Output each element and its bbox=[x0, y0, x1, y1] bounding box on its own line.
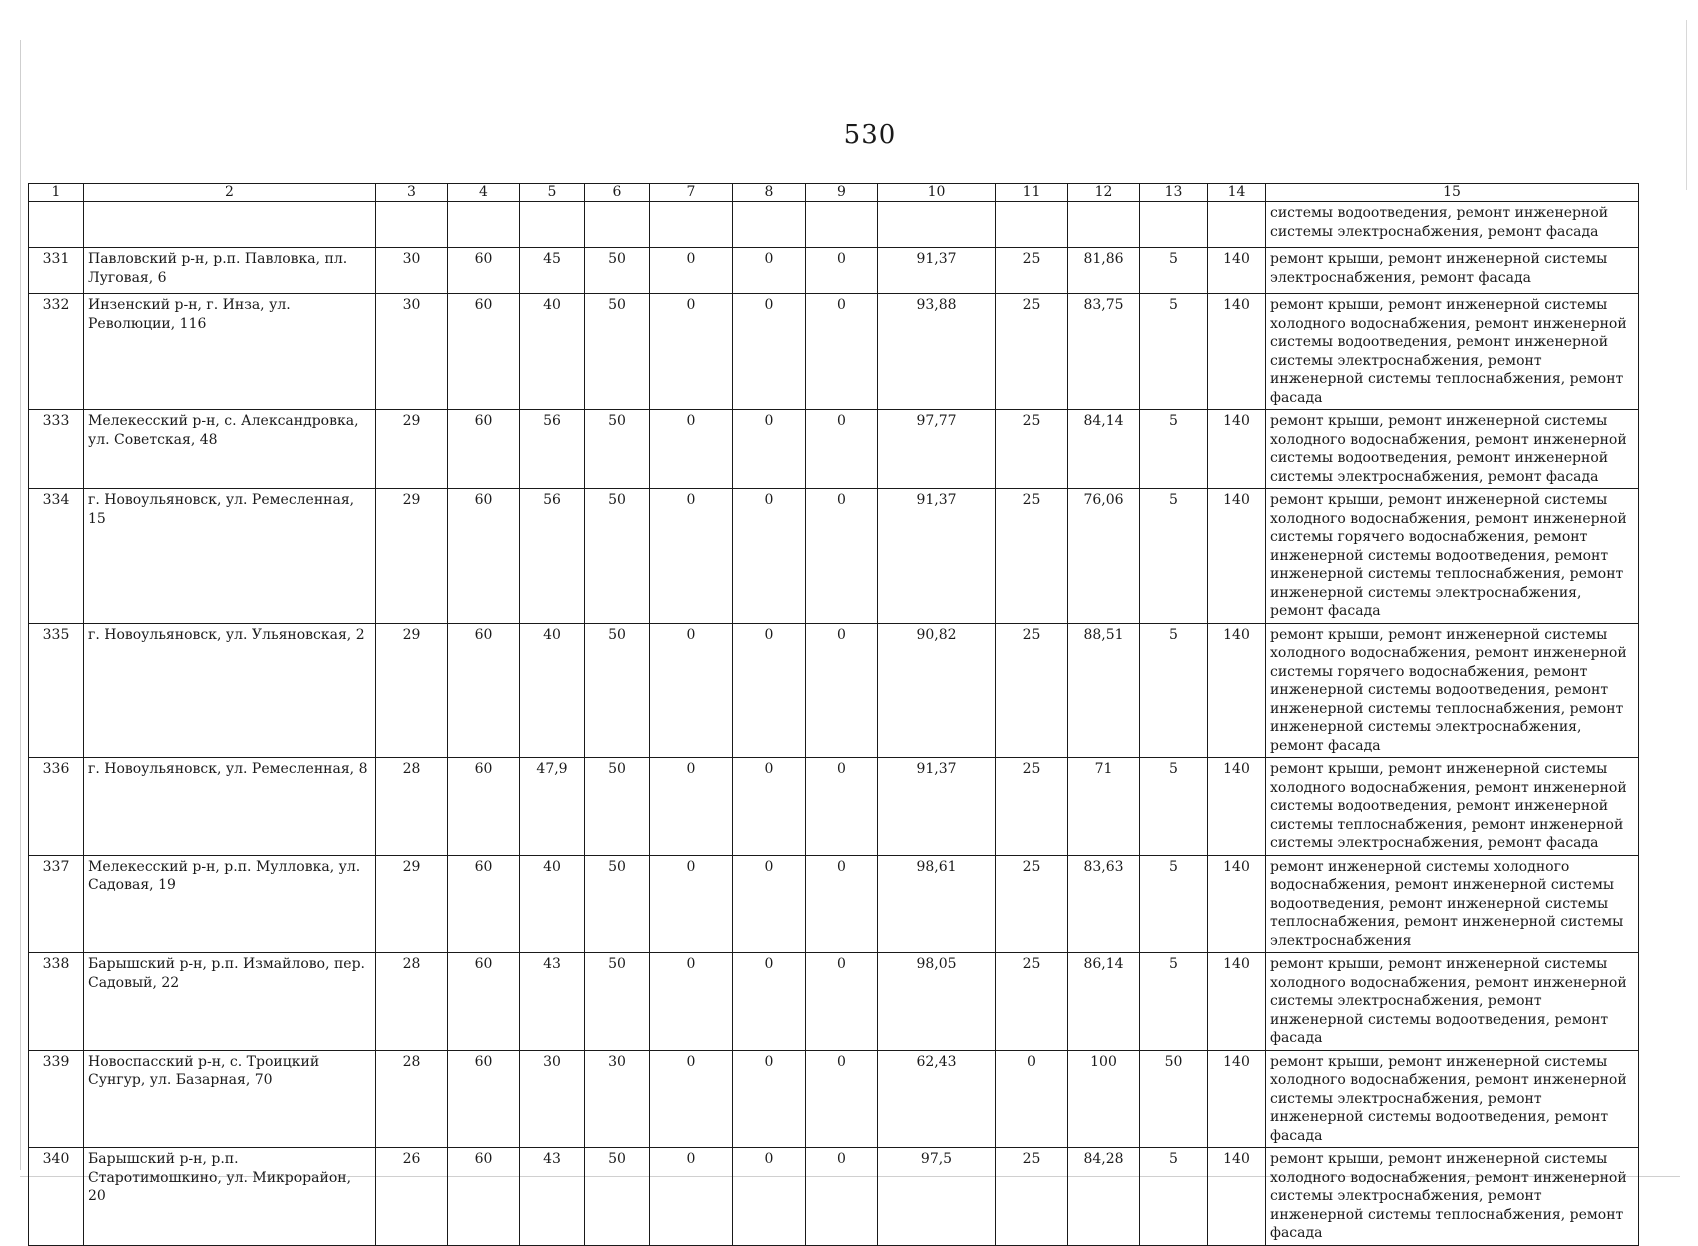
value-cell-c8: 0 bbox=[733, 623, 806, 758]
value-cell-c14: 140 bbox=[1208, 1148, 1266, 1246]
value-cell-c9: 0 bbox=[806, 758, 878, 856]
table-row bbox=[29, 1148, 1639, 1246]
address-cell: г. Новоульяновск, ул. Ульяновская, 2 bbox=[84, 623, 376, 758]
value-cell-c3: 28 bbox=[376, 1050, 448, 1148]
table-body bbox=[29, 248, 1639, 1246]
value-cell-c14: 140 bbox=[1208, 758, 1266, 856]
value-cell-c8: 0 bbox=[733, 855, 806, 953]
value-cell-c5: 56 bbox=[520, 489, 585, 624]
value-cell-c5: 43 bbox=[520, 1148, 585, 1246]
value-cell-c8: 0 bbox=[733, 248, 806, 294]
value-cell-c12: 84,28 bbox=[1068, 1148, 1140, 1246]
row-number: 334 bbox=[29, 489, 84, 624]
value-cell-c7: 0 bbox=[650, 489, 733, 624]
value-cell-c5: 43 bbox=[520, 953, 585, 1051]
value-cell-c9: 0 bbox=[806, 1148, 878, 1246]
value-cell-c11: 25 bbox=[996, 410, 1068, 489]
value-cell-c5: 47,9 bbox=[520, 758, 585, 856]
works-cell: ремонт крыши, ремонт инженерной системы холодного водоснабжения, ремонт инженерной системы электроснабжения, ремонт инженерной системы водоотведения, ремонт фасада bbox=[1266, 1050, 1639, 1148]
value-cell-c7: 0 bbox=[650, 1050, 733, 1148]
continuation-row bbox=[29, 202, 1639, 248]
table-row bbox=[29, 248, 1639, 294]
works-cell: ремонт крыши, ремонт инженерной системы холодного водоснабжения, ремонт инженерной системы водоотведения, ремонт инженерной системы электроснабжения, ремонт фасада bbox=[1266, 410, 1639, 489]
value-cell-c12: 100 bbox=[1068, 1050, 1140, 1148]
value-cell-c14: 140 bbox=[1208, 855, 1266, 953]
value-cell-c14: 140 bbox=[1208, 248, 1266, 294]
column-header: 7 bbox=[650, 184, 733, 202]
value-cell-c13: 5 bbox=[1140, 489, 1208, 624]
value-cell-c13: 5 bbox=[1140, 1148, 1208, 1246]
value-cell-c12: 84,14 bbox=[1068, 410, 1140, 489]
value-cell-c13: 5 bbox=[1140, 410, 1208, 489]
value-cell-c14: 140 bbox=[1208, 623, 1266, 758]
value-cell-c12: 83,75 bbox=[1068, 294, 1140, 410]
value-cell-c8: 0 bbox=[733, 294, 806, 410]
value-cell-c4: 60 bbox=[448, 489, 520, 624]
address-cell: Новоспасский р-н, с. Троицкий Сунгур, ул. Базарная, 70 bbox=[84, 1050, 376, 1148]
value-cell-c9: 0 bbox=[806, 489, 878, 624]
column-header: 3 bbox=[376, 184, 448, 202]
value-cell-c4: 60 bbox=[448, 1050, 520, 1148]
table-row bbox=[29, 953, 1639, 1051]
column-number-row bbox=[29, 184, 1639, 202]
value-cell-c13: 5 bbox=[1140, 953, 1208, 1051]
value-cell-c5: 45 bbox=[520, 248, 585, 294]
value-cell-c3: 29 bbox=[376, 410, 448, 489]
row-number: 333 bbox=[29, 410, 84, 489]
value-cell-c3: 30 bbox=[376, 248, 448, 294]
value-cell-c7: 0 bbox=[650, 248, 733, 294]
value-cell-c4: 60 bbox=[448, 410, 520, 489]
column-header: 15 bbox=[1266, 184, 1639, 202]
value-cell-c4: 60 bbox=[448, 623, 520, 758]
column-header: 1 bbox=[29, 184, 84, 202]
works-cell: ремонт крыши, ремонт инженерной системы холодного водоснабжения, ремонт инженерной системы электроснабжения, ремонт инженерной системы теплоснабжения, ремонт фасада bbox=[1266, 1148, 1639, 1246]
value-cell-c6: 50 bbox=[585, 248, 650, 294]
value-cell-c13: 5 bbox=[1140, 855, 1208, 953]
value-cell-c6: 50 bbox=[585, 489, 650, 624]
address-cell: Павловский р-н, р.п. Павловка, пл. Луговая, 6 bbox=[84, 248, 376, 294]
column-header: 11 bbox=[996, 184, 1068, 202]
value-cell-c6: 50 bbox=[585, 623, 650, 758]
value-cell-c7: 0 bbox=[650, 855, 733, 953]
value-cell-c11: 0 bbox=[996, 1050, 1068, 1148]
column-header: 9 bbox=[806, 184, 878, 202]
value-cell-c12: 76,06 bbox=[1068, 489, 1140, 624]
works-cell: ремонт крыши, ремонт инженерной системы холодного водоснабжения, ремонт инженерной системы водоотведения, ремонт инженерной системы электроснабжения, ремонт инженерной системы теплоснабжения, ремонт фасада bbox=[1266, 294, 1639, 410]
works-cell: ремонт инженерной системы холодного водоснабжения, ремонт инженерной системы водоотведения, ремонт инженерной системы теплоснабжения, ремонт инженерной системы электроснабжения bbox=[1266, 855, 1639, 953]
value-cell-c8: 0 bbox=[733, 489, 806, 624]
value-cell-c12: 83,63 bbox=[1068, 855, 1140, 953]
value-cell-c3: 29 bbox=[376, 489, 448, 624]
value-cell-c9: 0 bbox=[806, 1050, 878, 1148]
table-row bbox=[29, 489, 1639, 624]
column-header: 14 bbox=[1208, 184, 1266, 202]
value-cell-c3: 29 bbox=[376, 855, 448, 953]
value-cell-c14: 140 bbox=[1208, 294, 1266, 410]
value-cell-c10: 93,88 bbox=[878, 294, 996, 410]
value-cell-c5: 40 bbox=[520, 623, 585, 758]
value-cell-c11: 25 bbox=[996, 489, 1068, 624]
value-cell-c5: 30 bbox=[520, 1050, 585, 1148]
value-cell-c11: 25 bbox=[996, 623, 1068, 758]
value-cell-c5: 56 bbox=[520, 410, 585, 489]
value-cell-c11: 25 bbox=[996, 953, 1068, 1051]
column-header: 5 bbox=[520, 184, 585, 202]
value-cell-c14: 140 bbox=[1208, 489, 1266, 624]
value-cell-c6: 50 bbox=[585, 953, 650, 1051]
registry-table bbox=[28, 183, 1639, 1246]
value-cell-c11: 25 bbox=[996, 758, 1068, 856]
value-cell-c7: 0 bbox=[650, 410, 733, 489]
row-number: 331 bbox=[29, 248, 84, 294]
column-header: 13 bbox=[1140, 184, 1208, 202]
value-cell-c4: 60 bbox=[448, 294, 520, 410]
row-number: 332 bbox=[29, 294, 84, 410]
value-cell-c9: 0 bbox=[806, 248, 878, 294]
works-cell: ремонт крыши, ремонт инженерной системы холодного водоснабжения, ремонт инженерной системы горячего водоснабжения, ремонт инженерной системы водоотведения, ремонт инженерной системы теплоснабжения, ремонт инженерной системы электроснабжения, ремонт фасада bbox=[1266, 489, 1639, 624]
value-cell-c10: 97,77 bbox=[878, 410, 996, 489]
address-cell: Барышский р-н, р.п. Старотимошкино, ул. Микрорайон, 20 bbox=[84, 1148, 376, 1246]
address-cell: г. Новоульяновск, ул. Ремесленная, 8 bbox=[84, 758, 376, 856]
column-header: 2 bbox=[84, 184, 376, 202]
value-cell-c14: 140 bbox=[1208, 410, 1266, 489]
value-cell-c9: 0 bbox=[806, 410, 878, 489]
value-cell-c13: 5 bbox=[1140, 294, 1208, 410]
value-cell-c10: 91,37 bbox=[878, 758, 996, 856]
address-cell: г. Новоульяновск, ул. Ремесленная, 15 bbox=[84, 489, 376, 624]
value-cell-c6: 50 bbox=[585, 758, 650, 856]
table-row bbox=[29, 623, 1639, 758]
value-cell-c8: 0 bbox=[733, 758, 806, 856]
value-cell-c4: 60 bbox=[448, 248, 520, 294]
row-number: 339 bbox=[29, 1050, 84, 1148]
value-cell-c3: 28 bbox=[376, 953, 448, 1051]
value-cell-c7: 0 bbox=[650, 953, 733, 1051]
value-cell-c8: 0 bbox=[733, 1148, 806, 1246]
works-cell: ремонт крыши, ремонт инженерной системы холодного водоснабжения, ремонт инженерной системы горячего водоснабжения, ремонт инженерной системы водоотведения, ремонт инженерной системы теплоснабжения, ремонт инженерной системы электроснабжения, ремонт фасада bbox=[1266, 623, 1639, 758]
value-cell-c5: 40 bbox=[520, 294, 585, 410]
value-cell-c11: 25 bbox=[996, 248, 1068, 294]
value-cell-c3: 28 bbox=[376, 758, 448, 856]
value-cell-c14: 140 bbox=[1208, 1050, 1266, 1148]
value-cell-c11: 25 bbox=[996, 1148, 1068, 1246]
value-cell-c6: 50 bbox=[585, 294, 650, 410]
value-cell-c6: 50 bbox=[585, 855, 650, 953]
page-number: 530 bbox=[843, 120, 897, 150]
column-header: 6 bbox=[585, 184, 650, 202]
column-header: 8 bbox=[733, 184, 806, 202]
value-cell-c12: 81,86 bbox=[1068, 248, 1140, 294]
table-row bbox=[29, 855, 1639, 953]
table-row bbox=[29, 1050, 1639, 1148]
value-cell-c6: 50 bbox=[585, 410, 650, 489]
works-cell: системы водоотведения, ремонт инженерной системы электроснабжения, ремонт фасада bbox=[1266, 202, 1639, 248]
value-cell-c7: 0 bbox=[650, 1148, 733, 1246]
value-cell-c8: 0 bbox=[733, 410, 806, 489]
column-header: 4 bbox=[448, 184, 520, 202]
value-cell-c8: 0 bbox=[733, 1050, 806, 1148]
value-cell-c12: 88,51 bbox=[1068, 623, 1140, 758]
table-row bbox=[29, 758, 1639, 856]
row-number: 338 bbox=[29, 953, 84, 1051]
address-cell: Мелекесский р-н, с. Александровка, ул. Советская, 48 bbox=[84, 410, 376, 489]
address-cell: Барышский р-н, р.п. Измайлово, пер. Садовый, 22 bbox=[84, 953, 376, 1051]
value-cell-c14: 140 bbox=[1208, 953, 1266, 1051]
value-cell-c9: 0 bbox=[806, 953, 878, 1051]
scan-margin-line-right bbox=[1686, 20, 1687, 190]
works-cell: ремонт крыши, ремонт инженерной системы холодного водоснабжения, ремонт инженерной системы электроснабжения, ремонт инженерной системы водоотведения, ремонт фасада bbox=[1266, 953, 1639, 1051]
value-cell-c4: 60 bbox=[448, 855, 520, 953]
value-cell-c13: 5 bbox=[1140, 248, 1208, 294]
works-cell: ремонт крыши, ремонт инженерной системы холодного водоснабжения, ремонт инженерной системы водоотведения, ремонт инженерной системы теплоснабжения, ремонт инженерной системы электроснабжения, ремонт фасада bbox=[1266, 758, 1639, 856]
value-cell-c4: 60 bbox=[448, 953, 520, 1051]
value-cell-c12: 71 bbox=[1068, 758, 1140, 856]
table-row bbox=[29, 294, 1639, 410]
value-cell-c4: 60 bbox=[448, 758, 520, 856]
value-cell-c11: 25 bbox=[996, 294, 1068, 410]
value-cell-c10: 97,5 bbox=[878, 1148, 996, 1246]
value-cell-c10: 90,82 bbox=[878, 623, 996, 758]
value-cell-c9: 0 bbox=[806, 294, 878, 410]
value-cell-c10: 91,37 bbox=[878, 489, 996, 624]
value-cell-c13: 5 bbox=[1140, 623, 1208, 758]
column-header: 12 bbox=[1068, 184, 1140, 202]
value-cell-c10: 91,37 bbox=[878, 248, 996, 294]
value-cell-c9: 0 bbox=[806, 623, 878, 758]
value-cell-c10: 62,43 bbox=[878, 1050, 996, 1148]
row-number: 340 bbox=[29, 1148, 84, 1246]
value-cell-c3: 30 bbox=[376, 294, 448, 410]
table-row bbox=[29, 410, 1639, 489]
row-number: 337 bbox=[29, 855, 84, 953]
value-cell-c7: 0 bbox=[650, 623, 733, 758]
value-cell-c10: 98,61 bbox=[878, 855, 996, 953]
value-cell-c3: 29 bbox=[376, 623, 448, 758]
value-cell-c12: 86,14 bbox=[1068, 953, 1140, 1051]
value-cell-c6: 30 bbox=[585, 1050, 650, 1148]
value-cell-c6: 50 bbox=[585, 1148, 650, 1246]
value-cell-c9: 0 bbox=[806, 855, 878, 953]
value-cell-c10: 98,05 bbox=[878, 953, 996, 1051]
row-number: 336 bbox=[29, 758, 84, 856]
value-cell-c13: 5 bbox=[1140, 758, 1208, 856]
address-cell: Инзенский р-н, г. Инза, ул. Революции, 116 bbox=[84, 294, 376, 410]
column-header: 10 bbox=[878, 184, 996, 202]
value-cell-c7: 0 bbox=[650, 294, 733, 410]
value-cell-c13: 50 bbox=[1140, 1050, 1208, 1148]
value-cell-c11: 25 bbox=[996, 855, 1068, 953]
value-cell-c4: 60 bbox=[448, 1148, 520, 1246]
value-cell-c5: 40 bbox=[520, 855, 585, 953]
value-cell-c7: 0 bbox=[650, 758, 733, 856]
scan-margin-line-left bbox=[20, 40, 21, 1170]
value-cell-c8: 0 bbox=[733, 953, 806, 1051]
works-cell: ремонт крыши, ремонт инженерной системы электроснабжения, ремонт фасада bbox=[1266, 248, 1639, 294]
row-number: 335 bbox=[29, 623, 84, 758]
address-cell: Мелекесский р-н, р.п. Мулловка, ул. Садовая, 19 bbox=[84, 855, 376, 953]
value-cell-c3: 26 bbox=[376, 1148, 448, 1246]
